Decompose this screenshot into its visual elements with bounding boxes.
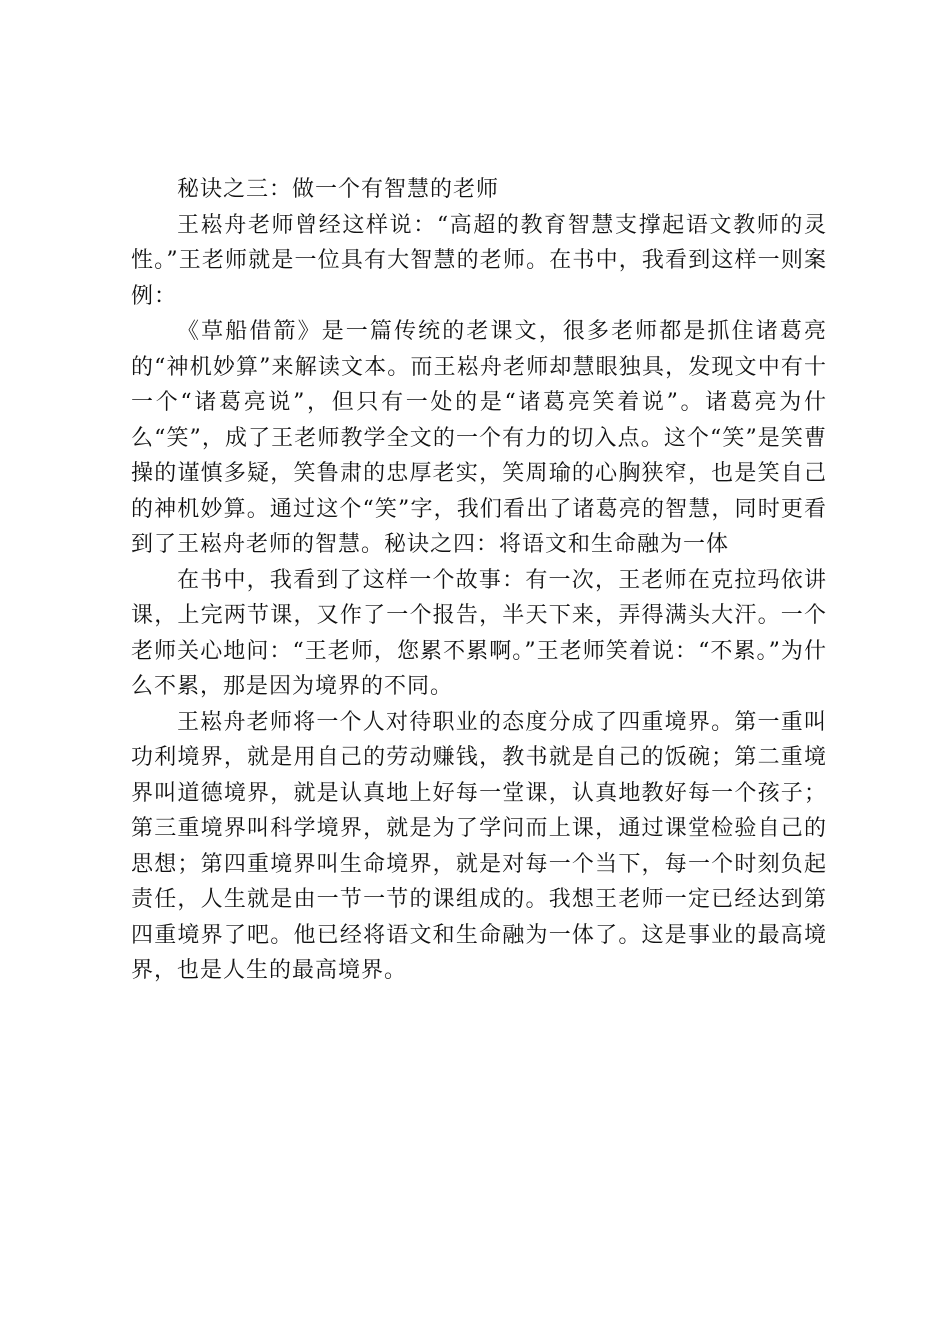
paragraph-quote-intro: 王崧舟老师曾经这样说：“高超的教育智慧支撑起语文教师的灵性。”王老师就是一位具有大智慧的老师。在书中，我看到这样一则案例： xyxy=(131,212,827,309)
paragraph-four-realms: 王崧舟老师将一个人对待职业的态度分成了四重境界。第一重叫功利境界，就是用自己的劳动赚钱，教书就是自己的饭碗；第二重境界叫道德境界，就是认真地上好每一堂课，认真地教好每一个孩子；第三重境界叫科学境界，就是为了学问而上课，通过课堂检验自己的思想；第四重境界叫生命境界，就是对每一个当下，每一个时刻负起责任，人生就是由一节一节的课组成的。我想王老师一定已经达到第四重境界了吧。他已经将语文和生命融为一体了。这是事业的最高境界，也是人生的最高境界。 xyxy=(131,709,827,983)
document-body xyxy=(131,172,827,989)
paragraph-story: 在书中，我看到了这样一个故事：有一次，王老师在克拉玛依讲课，上完两节课，又作了一个报告，半天下来，弄得满头大汗。一个老师关心地问：“王老师，您累不累啊。”王老师笑着说：“不累。”为什么不累，那是因为境界的不同。 xyxy=(131,567,827,699)
section-heading-secret-three: 秘诀之三：做一个有智慧的老师 xyxy=(177,177,500,202)
paragraph-case-study: 《草船借箭》是一篇传统的老课文，很多老师都是抓住诸葛亮的“神机妙算”来解读文本。而王崧舟老师却慧眼独具，发现文中有十一个“诸葛亮说”，但只有一处的是“诸葛亮笑着说”。诸葛亮为什么“笑”，成了王老师教学全文的一个有力的切入点。这个“笑”是笑曹操的谨慎多疑，笑鲁肃的忠厚老实，笑周瑜的心胸狭窄，也是笑自己的神机妙算。通过这个“笑”字，我们看出了诸葛亮的智慧，同时更看到了王崧舟老师的智慧。秘诀之四：将语文和生命融为一体 xyxy=(131,319,827,557)
